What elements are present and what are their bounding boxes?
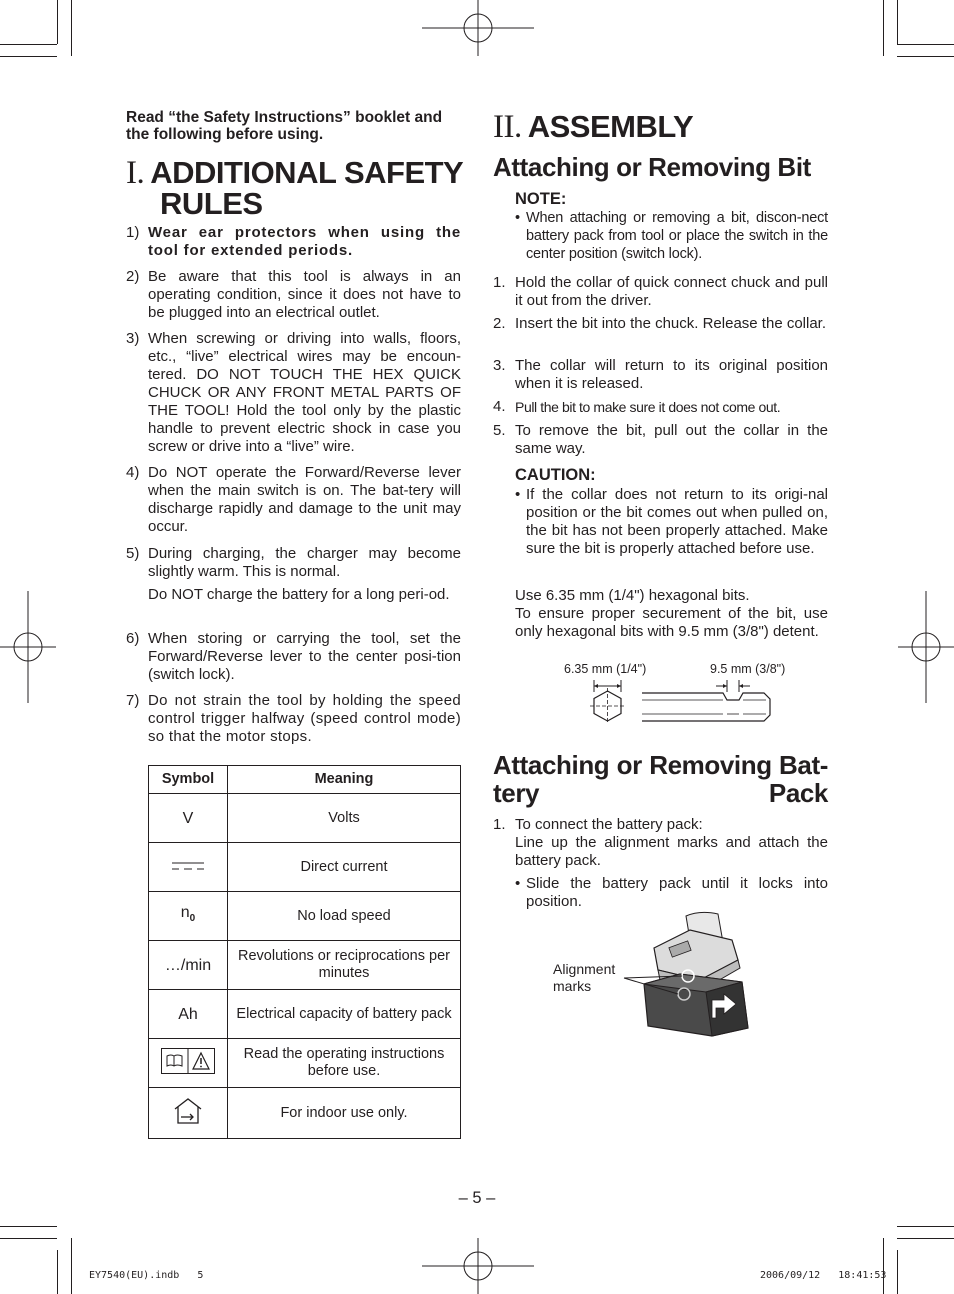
symbol-cell <box>149 1039 228 1088</box>
table-row <box>149 1088 461 1139</box>
crop-mark <box>0 1226 57 1227</box>
rule-text: Do NOT operate the Forward/Reverse lever when the main switch is on. The bat-tery will discharge rapidly and damage to the unit may occur. <box>148 464 461 535</box>
table-row <box>149 941 461 990</box>
step-text: The collar will return to its original position when it is released. <box>515 357 828 392</box>
step-number: 2. <box>493 315 506 332</box>
meaning-cell: Read the operating instructions before use. <box>228 1039 461 1088</box>
symbol-table <box>148 765 461 1139</box>
table-header: Symbol <box>149 766 228 794</box>
bullet-glyph: • <box>515 486 521 503</box>
section1-number: I. <box>126 155 145 191</box>
rule-text: When screwing or driving into walls, floors, etc., “live” electrical wires may be encoun-tered. DO NOT TOUCH THE HEX QUICK CHUCK OR ANY FRONT METAL PARTS OF THE TOOL! Hold the tool only by the plastic handle to prevent electric shock in case you screw or drive into a “live” wire. <box>148 330 461 455</box>
read-instructions-icon <box>161 1048 215 1074</box>
safety-rule <box>126 630 461 684</box>
rule-number: 7) <box>126 692 140 709</box>
meaning-cell: Direct current <box>228 843 461 892</box>
crop-mark <box>71 1238 72 1294</box>
meaning-cell: No load speed <box>228 892 461 941</box>
hex-bit-diagram <box>586 676 776 724</box>
crop-mark <box>0 56 57 57</box>
direct-current-icon <box>171 860 205 872</box>
rule-text: Wear ear protectors when using the tool for extended periods. <box>148 224 461 259</box>
rule-number: 4) <box>126 464 140 481</box>
table-row <box>149 990 461 1039</box>
footer-timestamp: 2006/09/12 18:41:53 <box>760 1270 887 1281</box>
footer-file: EY7540(EU).indb 5 <box>89 1270 204 1281</box>
crop-mark <box>71 0 72 56</box>
section1-title-line1: ADDITIONAL SAFETY <box>150 155 464 190</box>
safety-rule <box>126 545 461 604</box>
rule-text: Do NOT charge the battery for a long peri-od. <box>148 586 450 603</box>
symbol-cell: …/min <box>149 941 228 990</box>
bits-line1: Use 6.35 mm (1/4") hexagonal bits. <box>515 587 750 604</box>
crop-mark <box>897 44 954 45</box>
safety-rule <box>126 224 461 260</box>
meaning-cell: For indoor use only. <box>228 1088 461 1139</box>
crop-mark <box>897 0 898 44</box>
battery-bullet-text: Slide the battery pack until it locks into position. <box>526 875 828 910</box>
step-text: Hold the collar of quick connect chuck and pull it out from the driver. <box>515 274 828 309</box>
section1-heading <box>126 157 466 189</box>
symbol-cell <box>149 892 228 941</box>
section1-title-line2: RULES <box>160 186 263 221</box>
table-row <box>149 843 461 892</box>
safety-rule <box>126 692 461 746</box>
step-text: To connect the battery pack: <box>515 816 703 833</box>
battery-pack-illustration <box>620 908 760 1040</box>
indoor-use-icon <box>171 1096 205 1126</box>
step-text: Insert the bit into the chuck. Release the collar. <box>515 315 827 332</box>
section2-number: II. <box>493 109 522 145</box>
subheading-battery-text: Attaching or Removing Bat-tery Pack <box>493 750 828 808</box>
caution-label: CAUTION: <box>515 466 596 484</box>
table-row <box>149 892 461 941</box>
bullet-glyph: • <box>515 210 520 226</box>
note-bullet <box>515 209 828 263</box>
no-load-speed-symbol: n <box>180 904 190 922</box>
crop-mark <box>883 0 884 56</box>
step-number: 1. <box>493 816 506 833</box>
crop-mark <box>0 1238 57 1239</box>
registration-mark-right <box>898 591 954 703</box>
rule-number: 6) <box>126 630 140 647</box>
safety-rule <box>126 268 461 322</box>
meaning-cell: Revolutions or reciprocations per minutes <box>228 941 461 990</box>
step-number: 5. <box>493 422 506 439</box>
assembly-step <box>493 357 828 393</box>
bits-line2: To ensure proper securement of the bit, use only hexagonal bits with 9.5 mm (3/8") detent. <box>515 605 828 640</box>
symbol-cell: V <box>149 794 228 843</box>
rule-text: Be aware that this tool is always in an operating condition, since it does not have to be plugged into an electrical outlet. <box>148 268 461 321</box>
safety-rule <box>126 464 461 536</box>
battery-bullet <box>515 875 828 911</box>
assembly-step <box>493 315 828 333</box>
rule-number: 3) <box>126 330 140 347</box>
caution-bullet <box>515 486 828 558</box>
section2-title: ASSEMBLY <box>527 109 694 144</box>
crop-mark <box>0 44 57 45</box>
crop-mark <box>57 0 58 44</box>
step-number: 1. <box>493 274 506 291</box>
rule-number: 1) <box>126 224 140 241</box>
meaning-cell: Electrical capacity of battery pack <box>228 990 461 1039</box>
table-row <box>149 794 461 843</box>
crop-mark <box>897 1250 898 1294</box>
rule-text: When storing or carrying the tool, set the Forward/Reverse lever to the center posi-tion (switch lock). <box>148 630 461 683</box>
rule-text: Do not strain the tool by holding the speed control trigger halfway (speed control mode) so that the motor stops. <box>148 692 461 745</box>
table-row <box>149 1039 461 1088</box>
bullet-glyph: • <box>515 875 521 892</box>
safety-rule <box>126 330 461 456</box>
assembly-step <box>493 422 828 458</box>
intro-text: Read “the Safety Instructions” booklet and the following before using. <box>126 109 443 143</box>
registration-mark-left <box>0 591 56 703</box>
subheading-battery <box>493 751 828 807</box>
registration-mark-top <box>422 0 534 56</box>
symbol-subscript: 0 <box>189 913 196 925</box>
rule-number: 5) <box>126 545 140 562</box>
step-number: 3. <box>493 357 506 374</box>
note-label: NOTE: <box>515 190 567 208</box>
crop-mark <box>897 1226 954 1227</box>
caution-text: If the collar does not return to its origi-nal position or the bit comes out when pulled on, the bit has not been properly attached. Make sure the bit is properly attached before use. <box>526 486 828 557</box>
subheading-bit: Attaching or Removing Bit <box>493 152 811 182</box>
dimension-label-detent: 9.5 mm (3/8") <box>710 662 786 676</box>
rule-number: 2) <box>126 268 140 285</box>
crop-mark <box>897 56 954 57</box>
crop-mark <box>57 1250 58 1294</box>
step-text: Line up the alignment marks and attach the battery pack. <box>515 834 828 869</box>
table-header: Meaning <box>228 766 461 794</box>
crop-mark <box>883 1238 884 1294</box>
symbol-cell <box>149 843 228 892</box>
section2-heading <box>493 111 693 143</box>
battery-step <box>493 816 828 870</box>
note-text: When attaching or removing a bit, discon-nect battery pack from tool or place the switch in the center position (switch lock). <box>526 210 828 262</box>
registration-mark-bottom <box>422 1238 534 1294</box>
meaning-cell: Volts <box>228 794 461 843</box>
assembly-step <box>493 398 828 416</box>
step-text: Pull the bit to make sure it does not come out. <box>515 399 781 415</box>
step-number: 4. <box>493 398 506 415</box>
step-text: To remove the bit, pull out the collar in the same way. <box>515 422 828 457</box>
crop-mark <box>897 1238 954 1239</box>
assembly-step <box>493 274 828 310</box>
dimension-label-hex: 6.35 mm (1/4") <box>564 662 647 676</box>
page-number: – 5 – <box>458 1189 496 1207</box>
rule-text: During charging, the charger may become slightly warm. This is normal. <box>148 545 461 580</box>
alignment-marks-label: Alignment marks <box>553 961 616 994</box>
symbol-cell: Ah <box>149 990 228 1039</box>
symbol-cell <box>149 1088 228 1139</box>
bits-text <box>515 587 828 641</box>
